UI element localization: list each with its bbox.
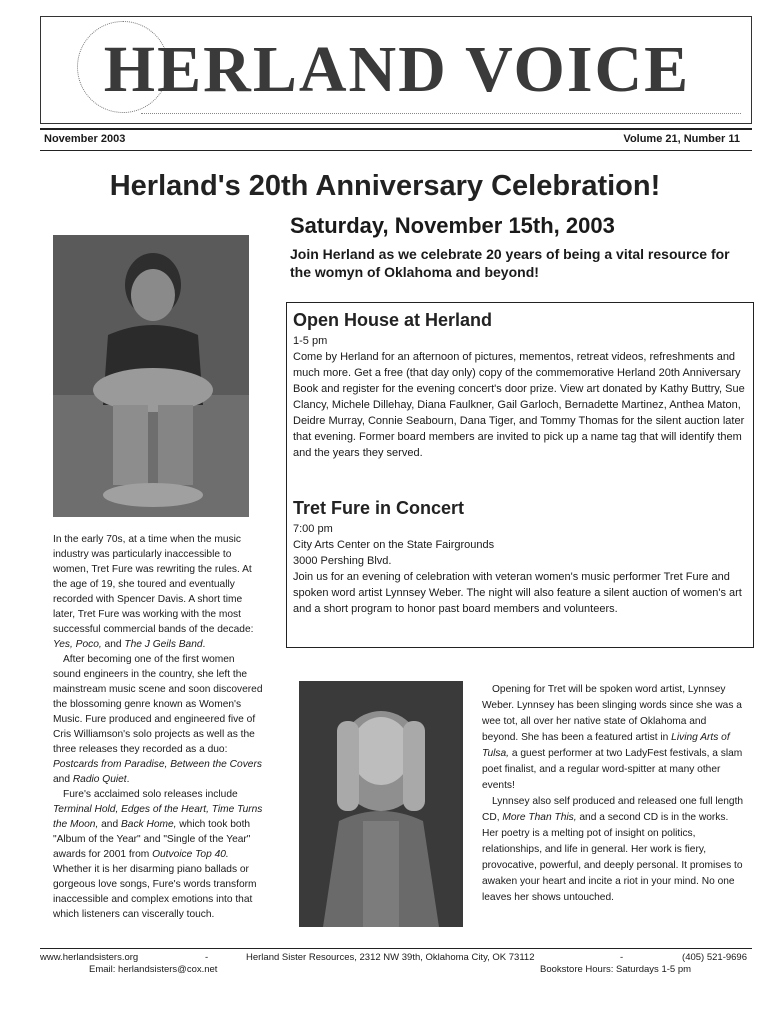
opening-italic: Living Arts of Tulsa, [482,732,730,759]
bio-paragraph [53,652,265,787]
footer-email[interactable]: Email: herlandsisters@cox.net [89,964,218,975]
tret-fure-photo-image [53,235,249,517]
footer-rule [40,948,752,949]
event-date: Saturday, November 15th, 2003 [290,213,615,238]
event-details-box [286,302,754,648]
opening-act-text [482,682,744,906]
bio-text: In the early 70s, at a time when the music industry was particularly inaccessible to women, Tret Fure was rewriting the rules. At the age of 19, she toured and eventually recorded with Spencer Davis. A short time later, Tret Fure was working with the most successful commercial bands of the decade: [53,534,254,635]
opening-text: Opening for Tret will be spoken word artist, Lynnsey Weber. Lynnsey has been slinging words since she was a wee tot, all over her native state of Oklahoma and beyond. She has been a featured artist in [482,684,742,743]
concert-address: 3000 Pershing Blvd. [293,555,392,567]
concert-venue: City Arts Center on the State Fairgrounds [293,539,495,551]
bio-text: and [101,639,125,650]
opening-text: Lynnsey also self produced and released one full length CD, [482,796,744,823]
concert-text: Join us for an evening of celebration with veteran women's music performer Tret Fure and spoken word artist Lynnsey Weber. The night will also feature a silent auction of women's art and a short program to honor past board members and volunteers. [293,571,742,615]
bio-text: and [98,819,121,830]
bio-italic: Outvoice Top 40. [152,849,229,860]
masthead-divider [141,113,741,114]
bio-text: . [126,774,130,785]
bio-italic: The J Geils Band [124,639,203,650]
opening-paragraph [482,794,744,906]
footer-separator: - [620,952,624,963]
bio-text: which took both "Album of the Year" and "Single of the Year" awards for 2001 from [53,819,251,860]
open-house-title: Open House at Herland [293,310,493,330]
concert-time: 7:00 pm [293,523,333,535]
issue-date: November 2003 [44,133,126,145]
issue-rule-top [40,128,752,130]
issue-rule-bottom [40,150,752,151]
opening-italic: More Than This, [502,812,577,823]
newsletter-title: HERLAND VOICE [103,33,691,106]
opening-text: a guest performer at two LadyFest festivals, a slam poet finalist, and a regular word-spitter at many other events! [482,748,743,791]
bio-text: Fure's acclaimed solo releases include [63,789,238,800]
bio-paragraph [53,787,265,922]
bio-text: Whether it is her disarming piano ballads or gorgeous love songs, Fure's words transform inaccessible and complex emotions into that which listeners can viscerally touch. [53,864,257,920]
opening-text: and a second CD is in the works. Her poetry is a melting pot of insight on politics, relationships, and life in general. Her work is fiery, provocative, powerful, and deeply personal. It promises to awaken your heart and incite a riot in your mind. No one leaves her shows untouched. [482,812,743,903]
tret-fure-bio [53,532,265,922]
intro-text: Join Herland as we celebrate 20 years of being a vital resource for the womyn of Oklahoma and beyond! [290,246,730,280]
bio-paragraph [53,532,265,652]
open-house-time: 1-5 pm [293,335,328,347]
footer-hours: Bookstore Hours: Saturdays 1-5 pm [540,964,692,975]
open-house-text: Come by Herland for an afternoon of pictures, mementos, retreat videos, refreshments and much more. Get a free (that day only) copy of the commemorative Herland 20th Anniversary Book and register for the evening concert's door prize. View art donated by Kathy Buttry, Sue Clancy, Michele Dillehay, Diana Faulkner, Gail Garloch, Bernadette Martinez, Anthea Maton, Deidre Murray, Connie Seabourn, Dana Tiger, and Tommy Thomas for the silent auction later that evening. Former board members are invited to pick up a name tag that will identify them and the years they served. [293,351,745,459]
footer-website[interactable]: www.herlandsisters.org [40,952,139,963]
bio-italic: Postcards from Paradise, Between the Covers [53,759,262,770]
bio-italic: Radio Quiet [72,774,127,785]
bio-text: . [202,639,206,650]
lynnsey-weber-photo [299,681,463,927]
issue-volume: Volume 21, Number 11 [623,133,740,145]
concert-title: Tret Fure in Concert [293,498,465,518]
footer-separator: - [205,952,209,963]
bio-text: After becoming one of the first women sound engineers in the country, she left the mainstream music scene and soon discovered the blossoming genre known as Women's Music. Fure produced and engineered five of Cris Williamson's solo projects as well as the three releases they recorded as a duo: [53,654,263,755]
opening-paragraph [482,682,744,794]
masthead [40,16,752,124]
bio-italic: Yes, Poco, [53,639,102,650]
lynnsey-weber-photo-image [299,681,463,927]
bio-text: and [53,774,73,785]
bio-italic: Back Home, [120,819,177,830]
footer-phone: (405) 521-9696 [682,952,747,963]
tret-fure-photo [53,235,249,517]
bio-italic: Terminal Hold, Edges of the Heart, Time Turns the Moon, [53,804,263,830]
footer-address: Herland Sister Resources, 2312 NW 39th, Oklahoma City, OK 73112 [246,952,535,963]
headline: Herland's 20th Anniversary Celebration! [109,170,661,202]
